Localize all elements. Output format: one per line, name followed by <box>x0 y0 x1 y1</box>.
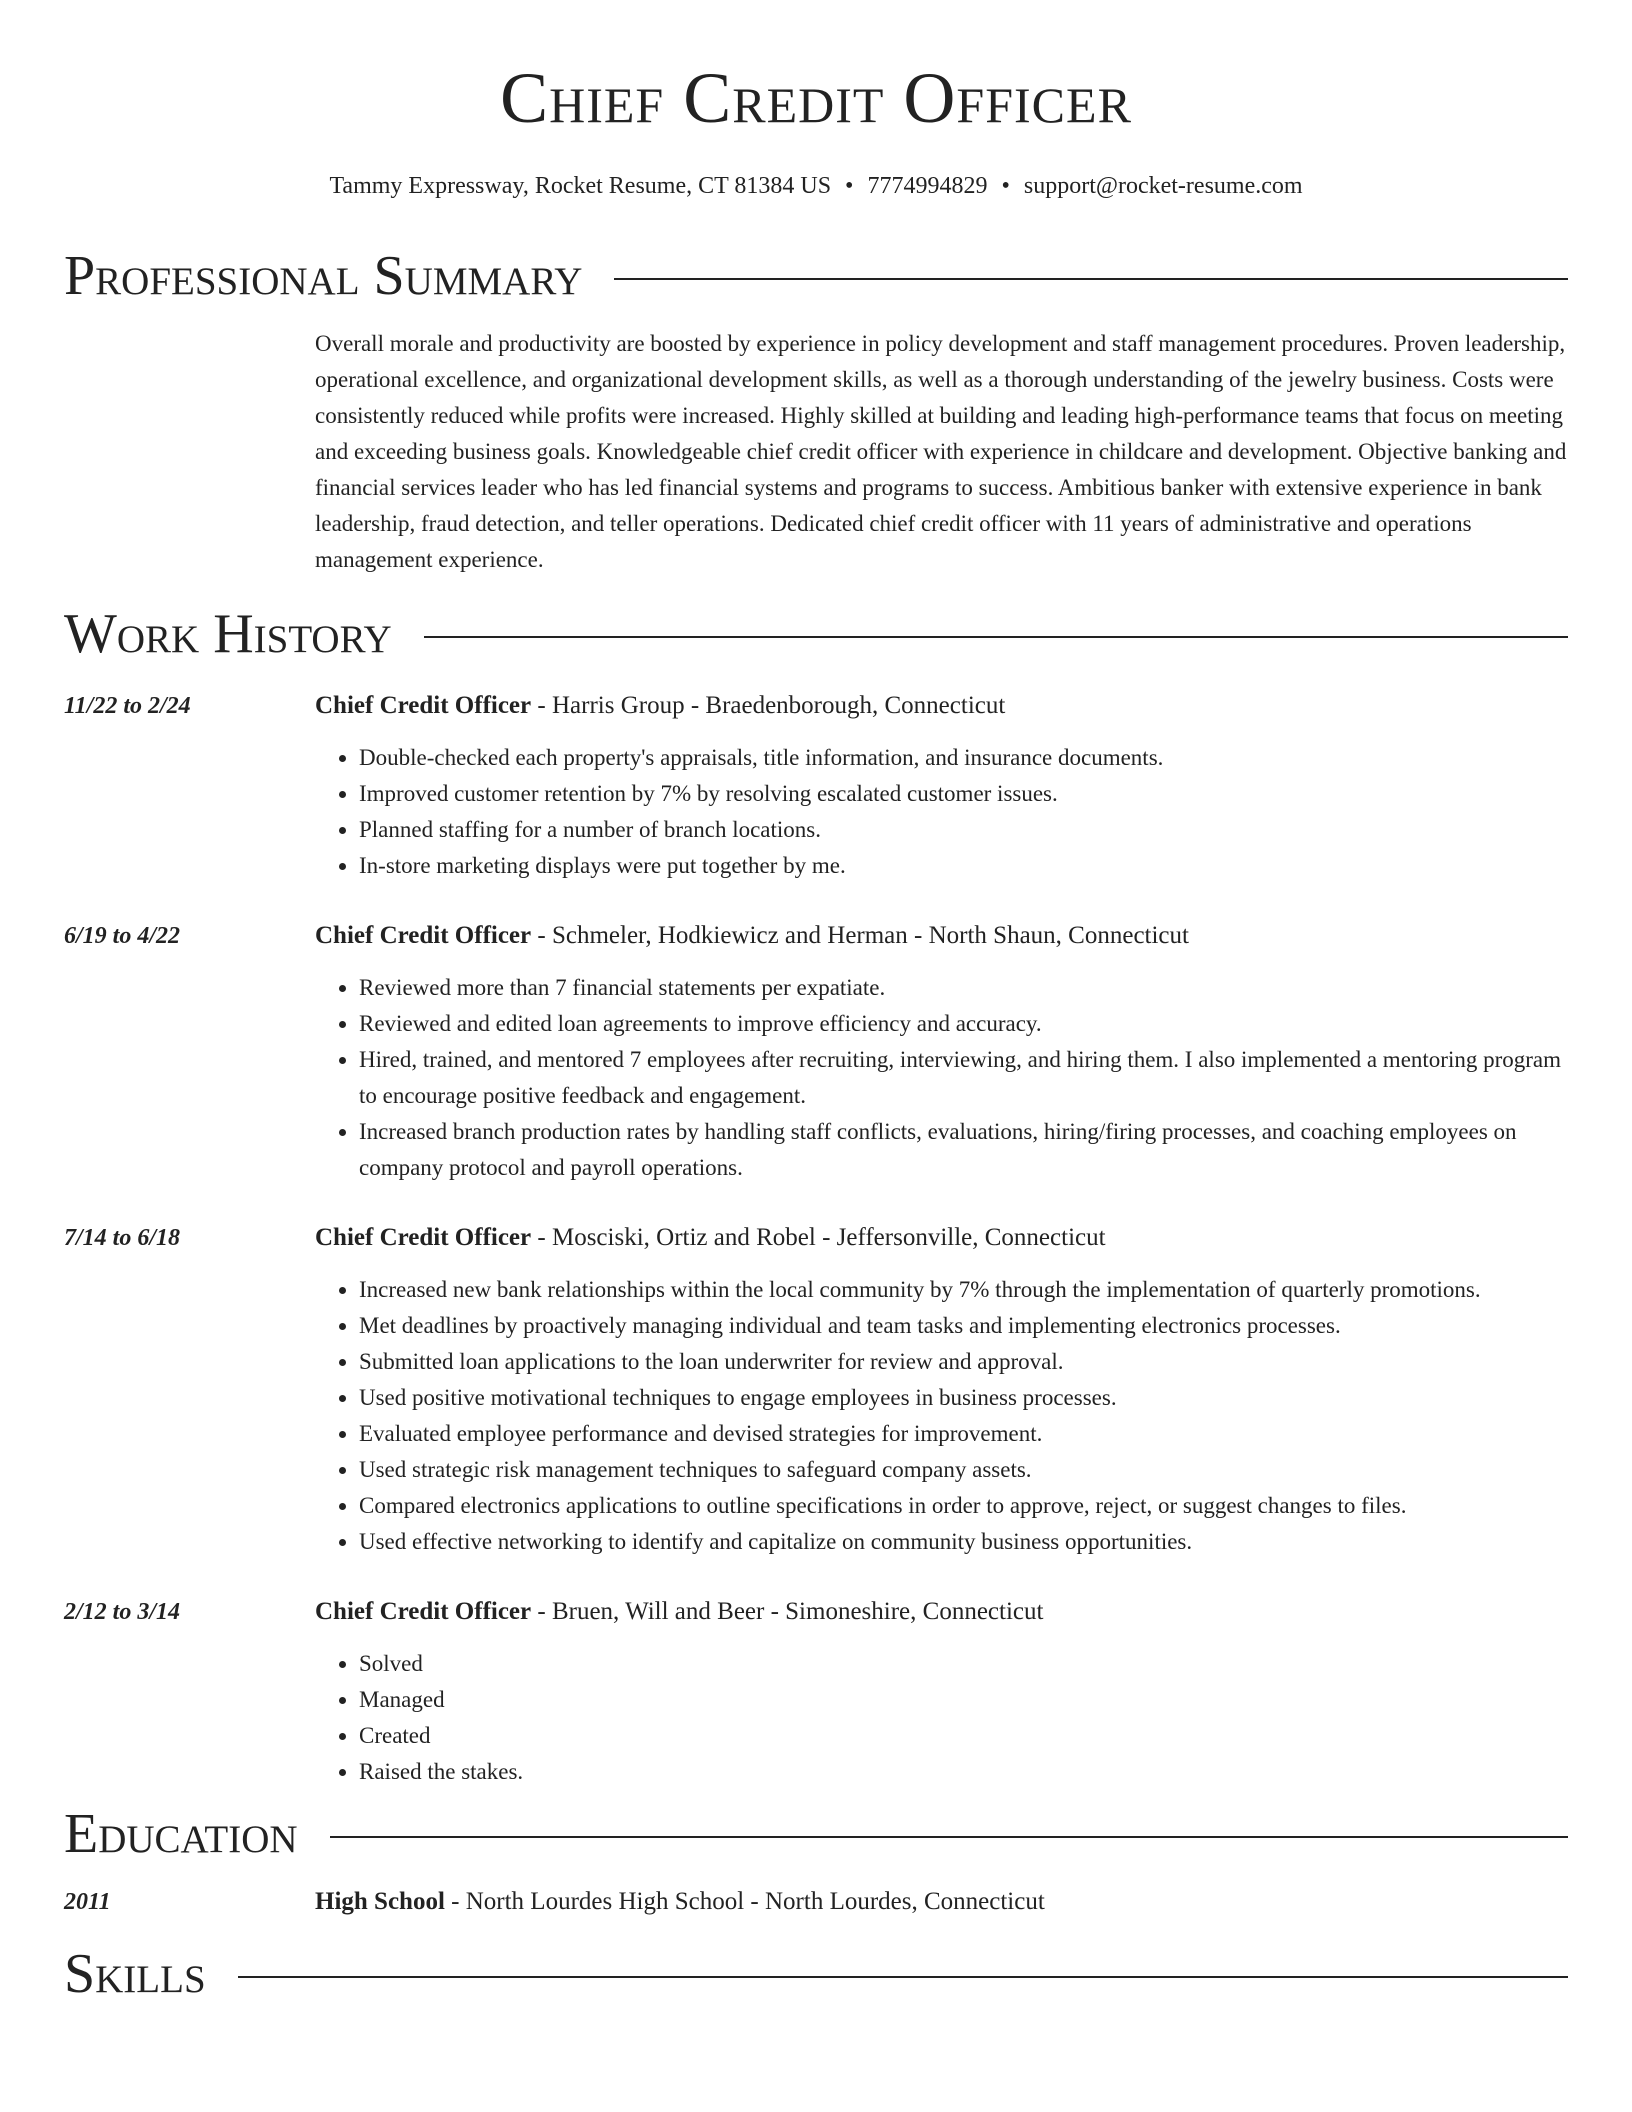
job-bullet: • Used effective networking to identify and capitalize on community business opportunities. <box>359 1524 1568 1560</box>
job-bullet: • Hired, trained, and mentored 7 employees after recruiting, interviewing, and hiring them. I also implemented a mentoring program to encourage positive feedback and engagement. <box>359 1042 1568 1114</box>
job-bullet: • Increased new bank relationships within the local community by 7% through the implementation of quarterly promotions. <box>359 1272 1568 1308</box>
job-headline <box>315 1594 1568 1630</box>
section-divider <box>238 1976 1568 1978</box>
job-bullet: • Submitted loan applications to the loan underwriter for review and approval. <box>359 1344 1568 1380</box>
section-divider <box>330 1836 1568 1838</box>
job-bullet-list <box>315 1646 1568 1790</box>
job-company-location: - Harris Group - Braedenborough, Connecticut <box>531 692 1006 719</box>
work-history-list <box>64 688 1568 1790</box>
job-body <box>315 1220 1568 1560</box>
job-bullet: • Double-checked each property's appraisals, title information, and insurance documents. <box>359 740 1568 776</box>
work-section-header <box>64 603 1568 665</box>
job-headline <box>315 688 1568 724</box>
job-title: Chief Credit Officer <box>315 692 532 719</box>
job-body <box>315 918 1568 1186</box>
job-headline <box>315 918 1568 954</box>
job-bullet: • Created <box>359 1718 1568 1754</box>
job-bullet: • Raised the stakes. <box>359 1754 1568 1790</box>
education-school: - North Lourdes High School - North Lourdes, Connecticut <box>444 1888 1045 1915</box>
job-bullet: • Reviewed more than 7 financial statements per expatiate. <box>359 970 1568 1006</box>
job-company-location: - Bruen, Will and Beer - Simoneshire, Connecticut <box>531 1598 1044 1625</box>
summary-heading: Professional Summary <box>64 245 583 307</box>
summary-section-header <box>64 245 1568 307</box>
education-details <box>315 1884 1045 1920</box>
contact-email: support@rocket-resume.com <box>1023 173 1303 199</box>
resume-title: Chief Credit Officer <box>500 58 1132 138</box>
job-bullet: • Used positive motivational techniques to engage employees in business processes. <box>359 1380 1568 1416</box>
section-divider <box>424 636 1568 638</box>
contact-separator: • <box>845 173 854 199</box>
job-company-location: - Mosciski, Ortiz and Robel - Jeffersonville, Connecticut <box>531 1224 1106 1251</box>
job-bullet: • Solved <box>359 1646 1568 1682</box>
job-entry <box>64 918 1568 1186</box>
job-entry <box>64 688 1568 884</box>
job-dates: 2/12 to 3/14 <box>64 1599 181 1625</box>
job-bullet-list <box>315 970 1568 1186</box>
job-bullet: • Increased branch production rates by handling staff conflicts, evaluations, hiring/firing processes, and coaching employees on company protocol and payroll operations. <box>359 1114 1568 1186</box>
job-bullet: • Planned staffing for a number of branch locations. <box>359 812 1568 848</box>
job-entry <box>64 1594 1568 1790</box>
job-bullet: • Used strategic risk management techniques to safeguard company assets. <box>359 1452 1568 1488</box>
job-dates: 7/14 to 6/18 <box>64 1225 181 1251</box>
education-degree: High School <box>315 1888 445 1915</box>
job-bullet: • Met deadlines by proactively managing individual and team tasks and implementing electronics processes. <box>359 1308 1568 1344</box>
job-body <box>315 1594 1568 1790</box>
job-bullet: • Reviewed and edited loan agreements to improve efficiency and accuracy. <box>359 1006 1568 1042</box>
contact-separator: • <box>1001 173 1010 199</box>
job-headline <box>315 1220 1568 1256</box>
education-year: 2011 <box>64 1889 111 1915</box>
job-dates: 6/19 to 4/22 <box>64 923 181 949</box>
education-section-header <box>64 1803 1568 1865</box>
contact-address: Tammy Expressway, Rocket Resume, CT 81384 US <box>329 173 832 199</box>
skills-section-header <box>64 1943 1568 2005</box>
job-title: Chief Credit Officer <box>315 922 532 949</box>
job-bullet: • Evaluated employee performance and devised strategies for improvement. <box>359 1416 1568 1452</box>
job-title: Chief Credit Officer <box>315 1598 532 1625</box>
job-entry <box>64 1220 1568 1560</box>
job-bullet-list <box>315 1272 1568 1560</box>
summary-text: Overall morale and productivity are boosted by experience in policy development and staff management procedures. Proven leadership, operational excellence, and organizational development skills, as well as a thorough understanding of the jewelry business. Costs were consistently reduced while profits were increased. Highly skilled at building and leading high-performance teams that focus on meeting and exceeding business goals. Knowledgeable chief credit officer with experience in childcare and development. Objective banking and financial services leader who has led financial systems and programs to success. Ambitious banker with extensive experience in bank leadership, fraud detection, and teller operations. Dedicated chief credit officer with 11 years of administrative and operations management experience. <box>315 331 1567 572</box>
education-entry <box>64 1884 1568 1920</box>
contact-line <box>64 174 1568 198</box>
work-heading: Work History <box>64 603 392 665</box>
job-bullet: • Managed <box>359 1682 1568 1718</box>
skills-heading: Skills <box>64 1943 206 2005</box>
job-title: Chief Credit Officer <box>315 1224 532 1251</box>
education-heading: Education <box>64 1803 298 1865</box>
job-dates: 11/22 to 2/24 <box>64 693 191 719</box>
education-list <box>64 1884 1568 1920</box>
job-company-location: - Schmeler, Hodkiewicz and Herman - North Shaun, Connecticut <box>531 922 1189 949</box>
job-bullet: • Compared electronics applications to outline specifications in order to approve, reject, or suggest changes to files. <box>359 1488 1568 1524</box>
job-bullet-list <box>315 740 1568 884</box>
job-body <box>315 688 1568 884</box>
job-bullet: • In-store marketing displays were put together by me. <box>359 848 1568 884</box>
section-divider <box>614 278 1568 280</box>
job-bullet: • Improved customer retention by 7% by resolving escalated customer issues. <box>359 776 1568 812</box>
contact-phone: 7774994829 <box>867 173 988 199</box>
